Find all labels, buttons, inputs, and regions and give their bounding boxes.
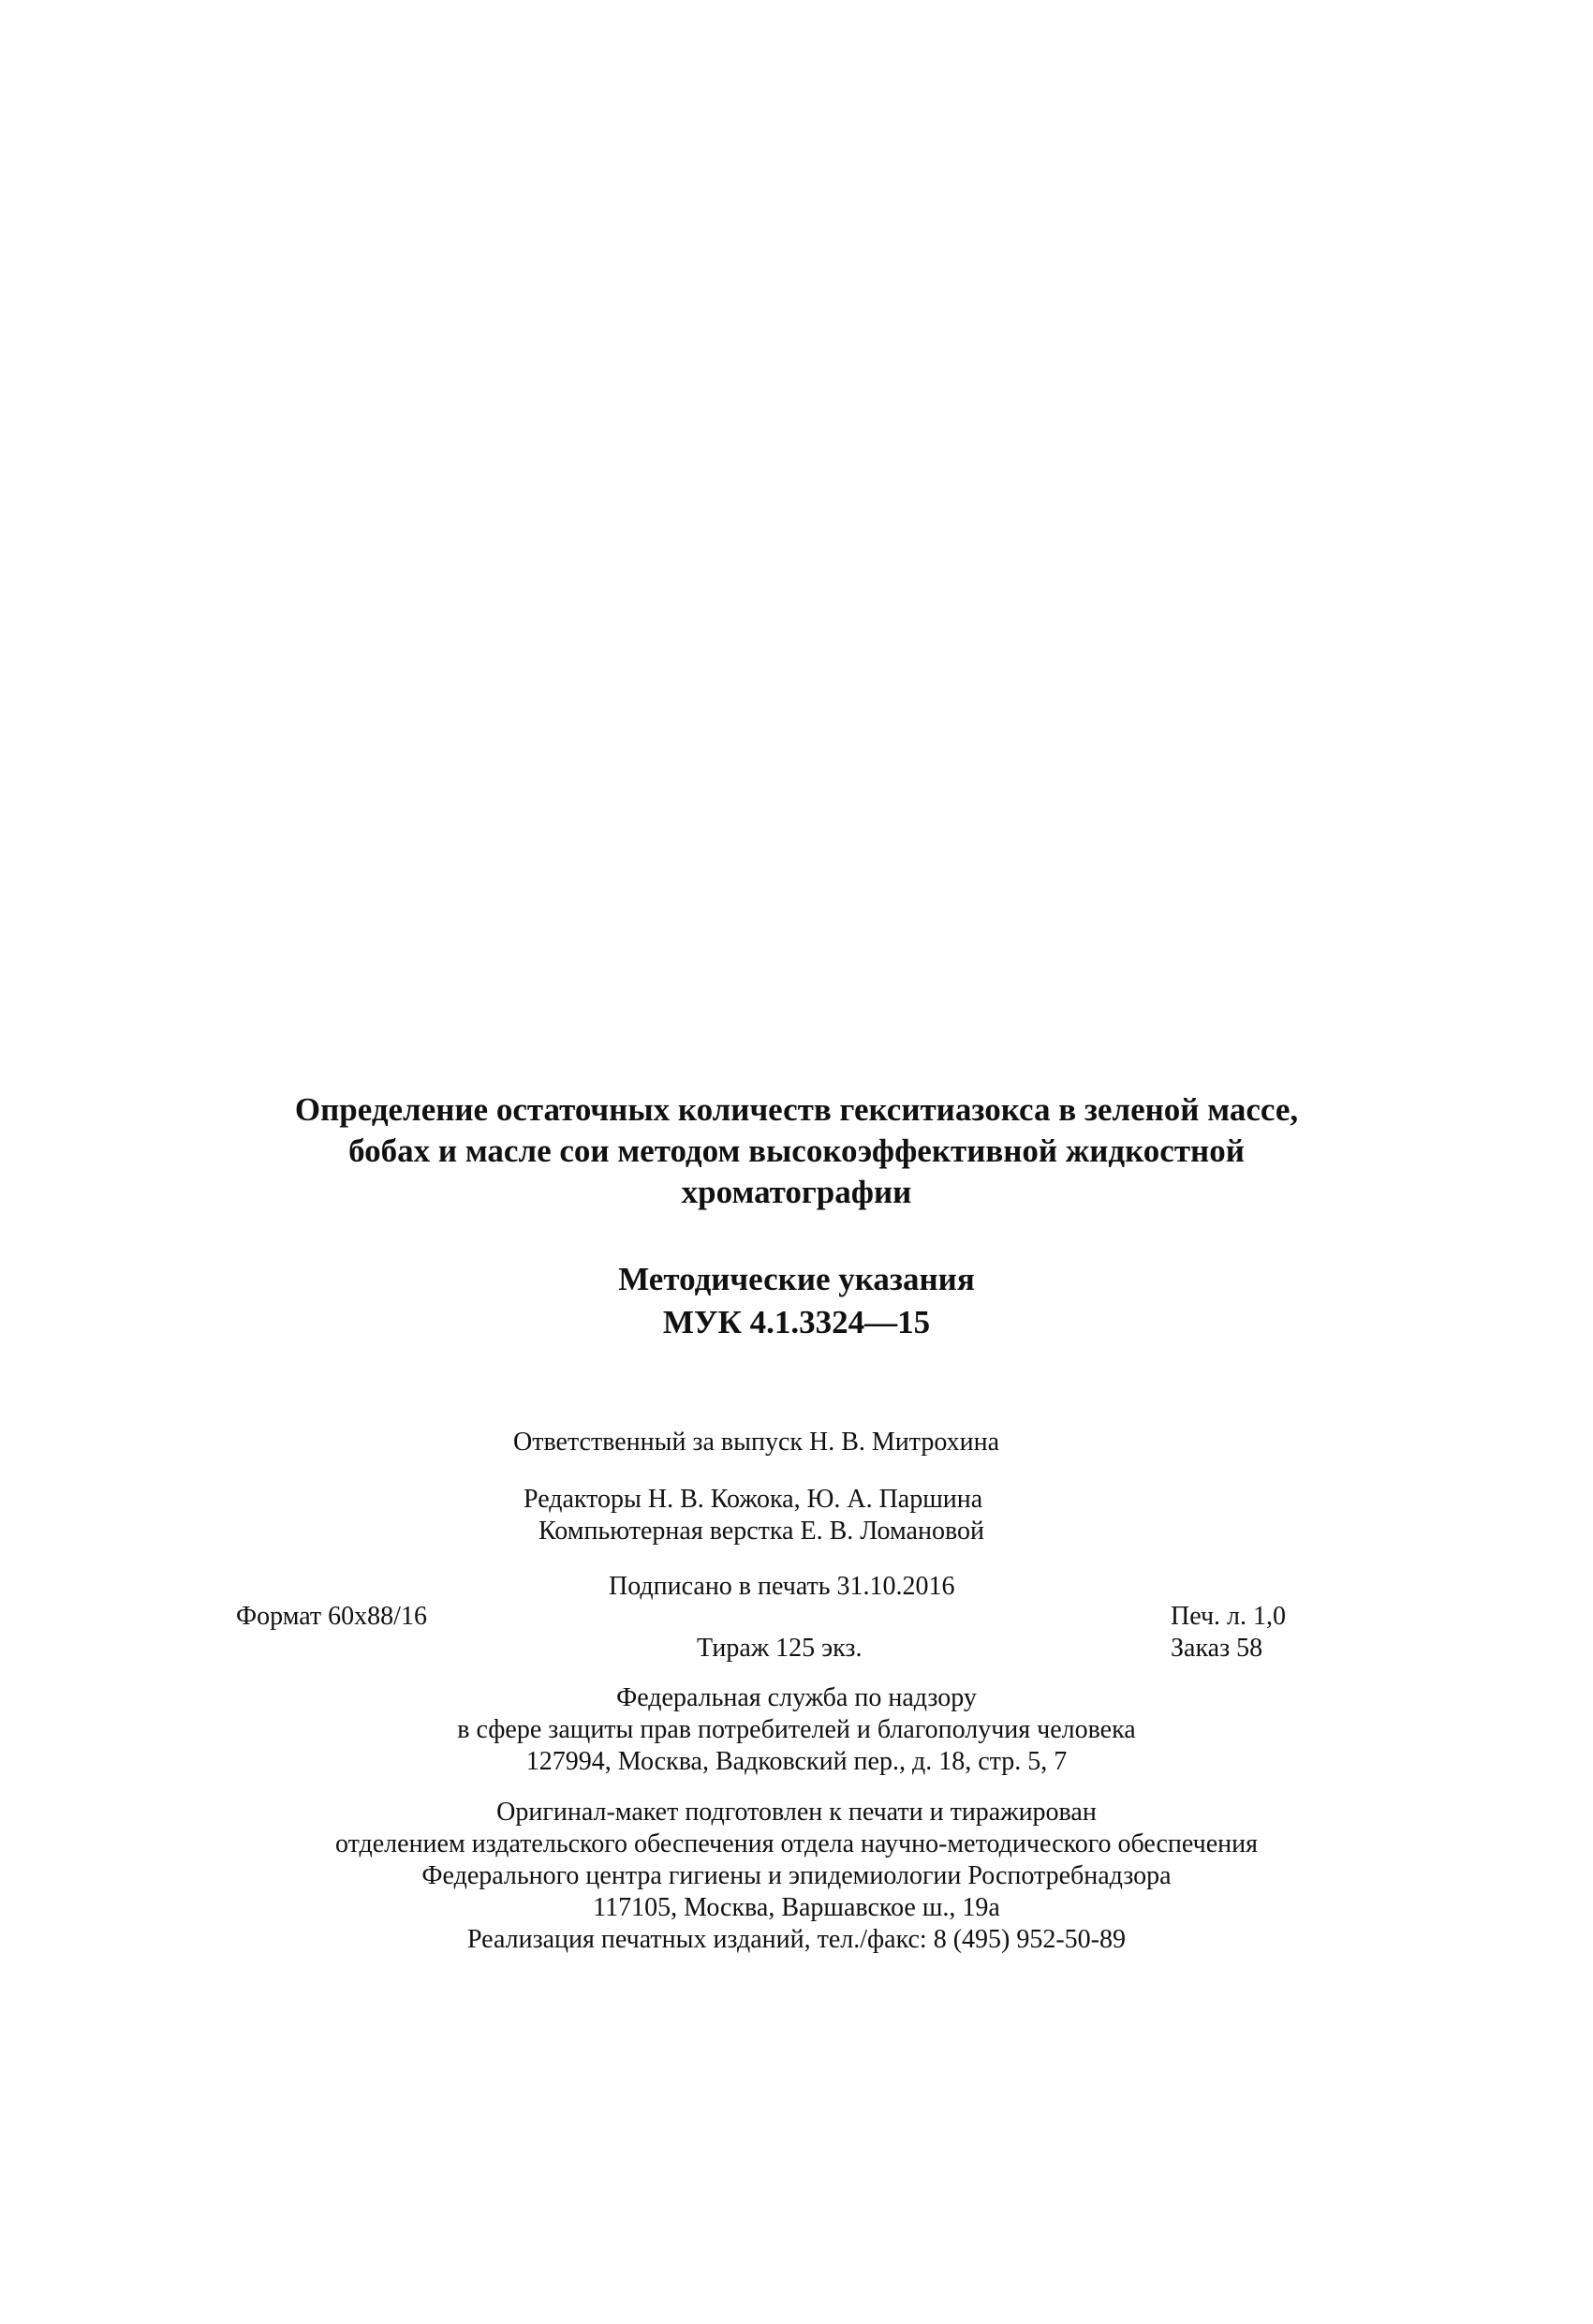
document-type: Методические указания	[618, 1261, 975, 1297]
publisher-info	[140, 1682, 1453, 1778]
publisher-line-2: в сфере защиты прав потребителей и благополучия человека	[457, 1715, 1136, 1744]
publisher-line-1: Федеральная служба по надзору	[616, 1683, 977, 1712]
printer-line-4: 117105, Москва, Варшавское ш., 19а	[593, 1893, 1000, 1922]
document-title	[140, 1089, 1453, 1213]
printer-line-1: Оригинал-макет подготовлен к печати и тиражирован	[496, 1798, 1097, 1827]
document-code: МУК 4.1.3324—15	[662, 1304, 931, 1340]
layout-credit: Компьютерная верстка Е. В. Ломановой	[538, 1517, 984, 1546]
print-sheets: Печ. л. 1,0	[1171, 1602, 1287, 1631]
title-line-1: Определение остаточных количеств гекситиазокса в зеленой массе,	[294, 1091, 1299, 1128]
circulation: Тираж 125 экз.	[697, 1634, 863, 1663]
printer-line-3: Федерального центра гигиены и эпидемиологии Роспотребнадзора	[421, 1861, 1172, 1890]
order-number: Заказ 58	[1171, 1634, 1263, 1663]
printer-line-2: отделением издательского обеспечения отдела научно-методического обеспечения	[335, 1829, 1258, 1858]
responsible-editor: Ответственный за выпуск Н. В. Митрохина	[513, 1428, 1000, 1457]
title-line-3: хроматографии	[681, 1174, 912, 1210]
document-designation	[140, 1258, 1453, 1344]
signed-to-print: Подписано в печать 31.10.2016	[609, 1572, 955, 1601]
format-info: Формат 60х88/16	[236, 1602, 427, 1631]
title-line-2: бобах и масле сои методом высокоэффективной жидкостной	[348, 1132, 1245, 1169]
publisher-line-3: 127994, Москва, Вадковский пер., д. 18, стр. 5, 7	[525, 1747, 1068, 1776]
printer-info	[140, 1797, 1453, 1956]
printer-line-5: Реализация печатных изданий, тел./факс: 8 (495) 952-50-89	[466, 1925, 1127, 1954]
editors: Редакторы Н. В. Кожока, Ю. А. Паршина	[524, 1485, 983, 1514]
